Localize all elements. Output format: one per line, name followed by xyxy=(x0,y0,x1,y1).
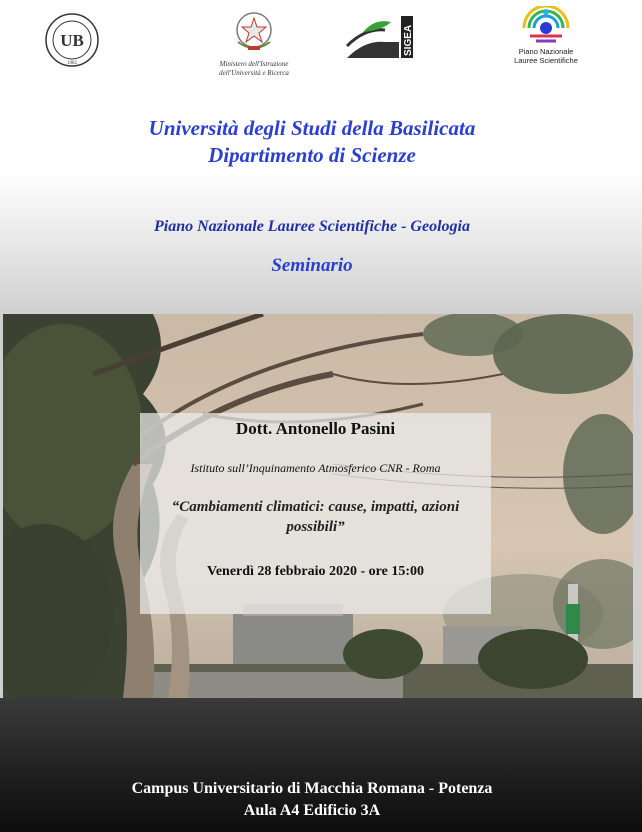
unibas-seal-logo xyxy=(44,12,100,68)
room-name: Aula A4 Edificio 3A xyxy=(243,802,381,819)
seal-year: 1982 xyxy=(67,61,77,66)
pls-caption-line2: Lauree Scientifiche xyxy=(514,56,578,65)
department-name: Dipartimento di Scienze xyxy=(208,143,416,167)
sigea-logo xyxy=(345,12,417,62)
venue-name: Campus Universitario di Macchia Romana - Potenza xyxy=(131,780,493,797)
talk-title: “Cambiamenti climatici: cause, impatti, azioni possibili” xyxy=(171,499,460,535)
svg-text:UB: UB xyxy=(60,31,84,50)
ministero-caption-line2: dell'Università e Ricerca xyxy=(219,69,289,77)
speaker-affiliation: Istituto sull’Inquinamento Atmosferico CNR - Roma xyxy=(190,461,441,475)
talk-datetime: Venerdì 28 febbraio 2020 - ore 15:00 xyxy=(207,564,424,579)
ministero-caption-line1: Ministero dell'Istruzione xyxy=(219,60,289,68)
talk-info-panel xyxy=(140,413,491,614)
university-name: Università degli Studi della Basilicata xyxy=(148,116,476,140)
pls-caption-line1: Piano Nazionale xyxy=(518,47,574,56)
ministero-emblem-logo xyxy=(214,8,294,82)
pls-logo xyxy=(510,6,582,70)
speaker-name: Dott. Antonello Pasini xyxy=(235,419,396,438)
program-name: Piano Nazionale Lauree Scientifiche - Geologia xyxy=(154,218,470,235)
venue-band xyxy=(0,698,642,832)
event-type: Seminario xyxy=(271,255,353,276)
logo-strip xyxy=(0,0,642,90)
sigea-text: SIGEA xyxy=(403,24,414,56)
